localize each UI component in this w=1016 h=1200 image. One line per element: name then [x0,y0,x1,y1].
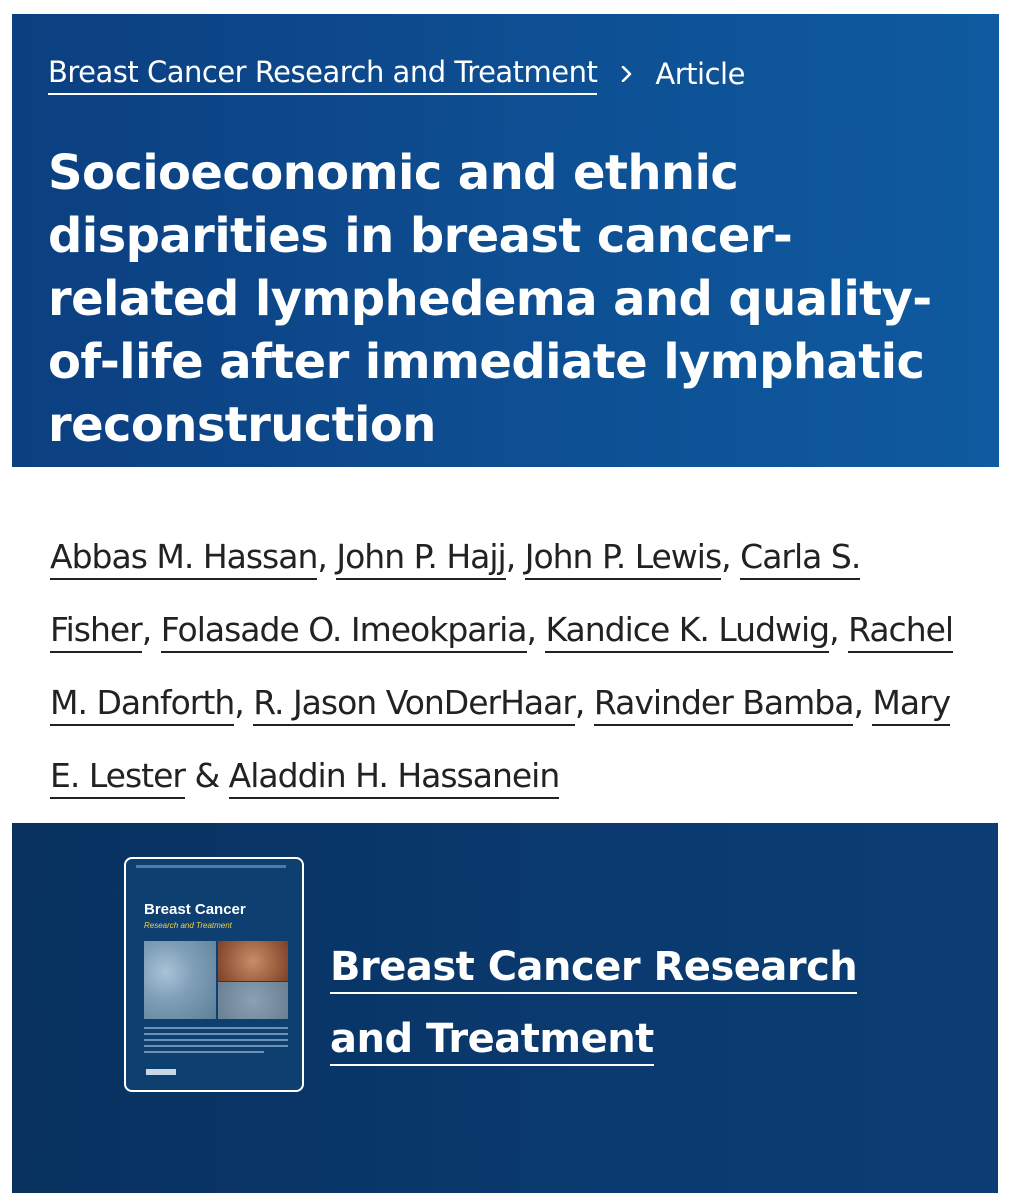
publisher-logo [146,1069,176,1075]
author-link[interactable]: John P. Lewis [525,537,721,580]
author-link[interactable]: Rachel M. Danforth [50,610,953,726]
author-separator: , [141,610,161,649]
author-separator: , [234,683,254,722]
cover-title: Breast Cancer [144,901,246,918]
author-separator: , [829,610,849,649]
author-separator: , [721,537,741,576]
author-list [50,520,970,812]
author-link[interactable]: R. Jason VonDerHaar [253,683,575,726]
chevron-right-icon [619,66,635,82]
author-link[interactable]: Carla S. Fisher [50,537,860,653]
author-separator: & [184,756,229,795]
author-link[interactable]: Aladdin H. Hassanein [229,756,560,799]
breadcrumb-journal-link[interactable]: Breast Cancer Research and Treatment [48,52,597,95]
author-link[interactable]: Abbas M. Hassan [50,537,317,580]
cover-text-line [144,1039,288,1041]
author-separator: , [317,537,337,576]
cover-text-line [144,1045,288,1047]
article-title: Socioeconomic and ethnic disparities in breast cancer-related lymphedema and quality-of-life after immediate lymphatic reconstruction [48,145,932,453]
breadcrumb [48,52,745,95]
cover-top-line [136,865,286,868]
author-separator: , [526,610,546,649]
author-separator: , [853,683,873,722]
breadcrumb-current: Article [655,56,745,91]
cover-tissue-image-top-right [218,941,288,981]
journal-link-text: Breast Cancer Research and Treatment [330,944,857,1066]
cover-subtitle: Research and Treatment [144,921,232,930]
author-link[interactable]: Kandice K. Ludwig [545,610,829,653]
journal-link[interactable] [330,931,950,1075]
cover-text-line [144,1033,288,1035]
cover-text-line [144,1051,264,1053]
journal-panel [12,823,998,1193]
author-link[interactable]: Mary E. Lester [50,683,950,799]
cover-tissue-image-bottom-right [218,982,288,1019]
author-link[interactable]: Ravinder Bamba [594,683,854,726]
author-separator: , [505,537,525,576]
cover-tissue-image-left [144,941,216,1019]
journal-cover-image[interactable] [124,857,304,1092]
article-header [12,14,999,467]
author-link[interactable]: Folasade O. Imeokparia [161,610,527,653]
author-separator: , [574,683,594,722]
cover-text-line [144,1027,288,1029]
author-link[interactable]: John P. Hajj [336,537,505,580]
